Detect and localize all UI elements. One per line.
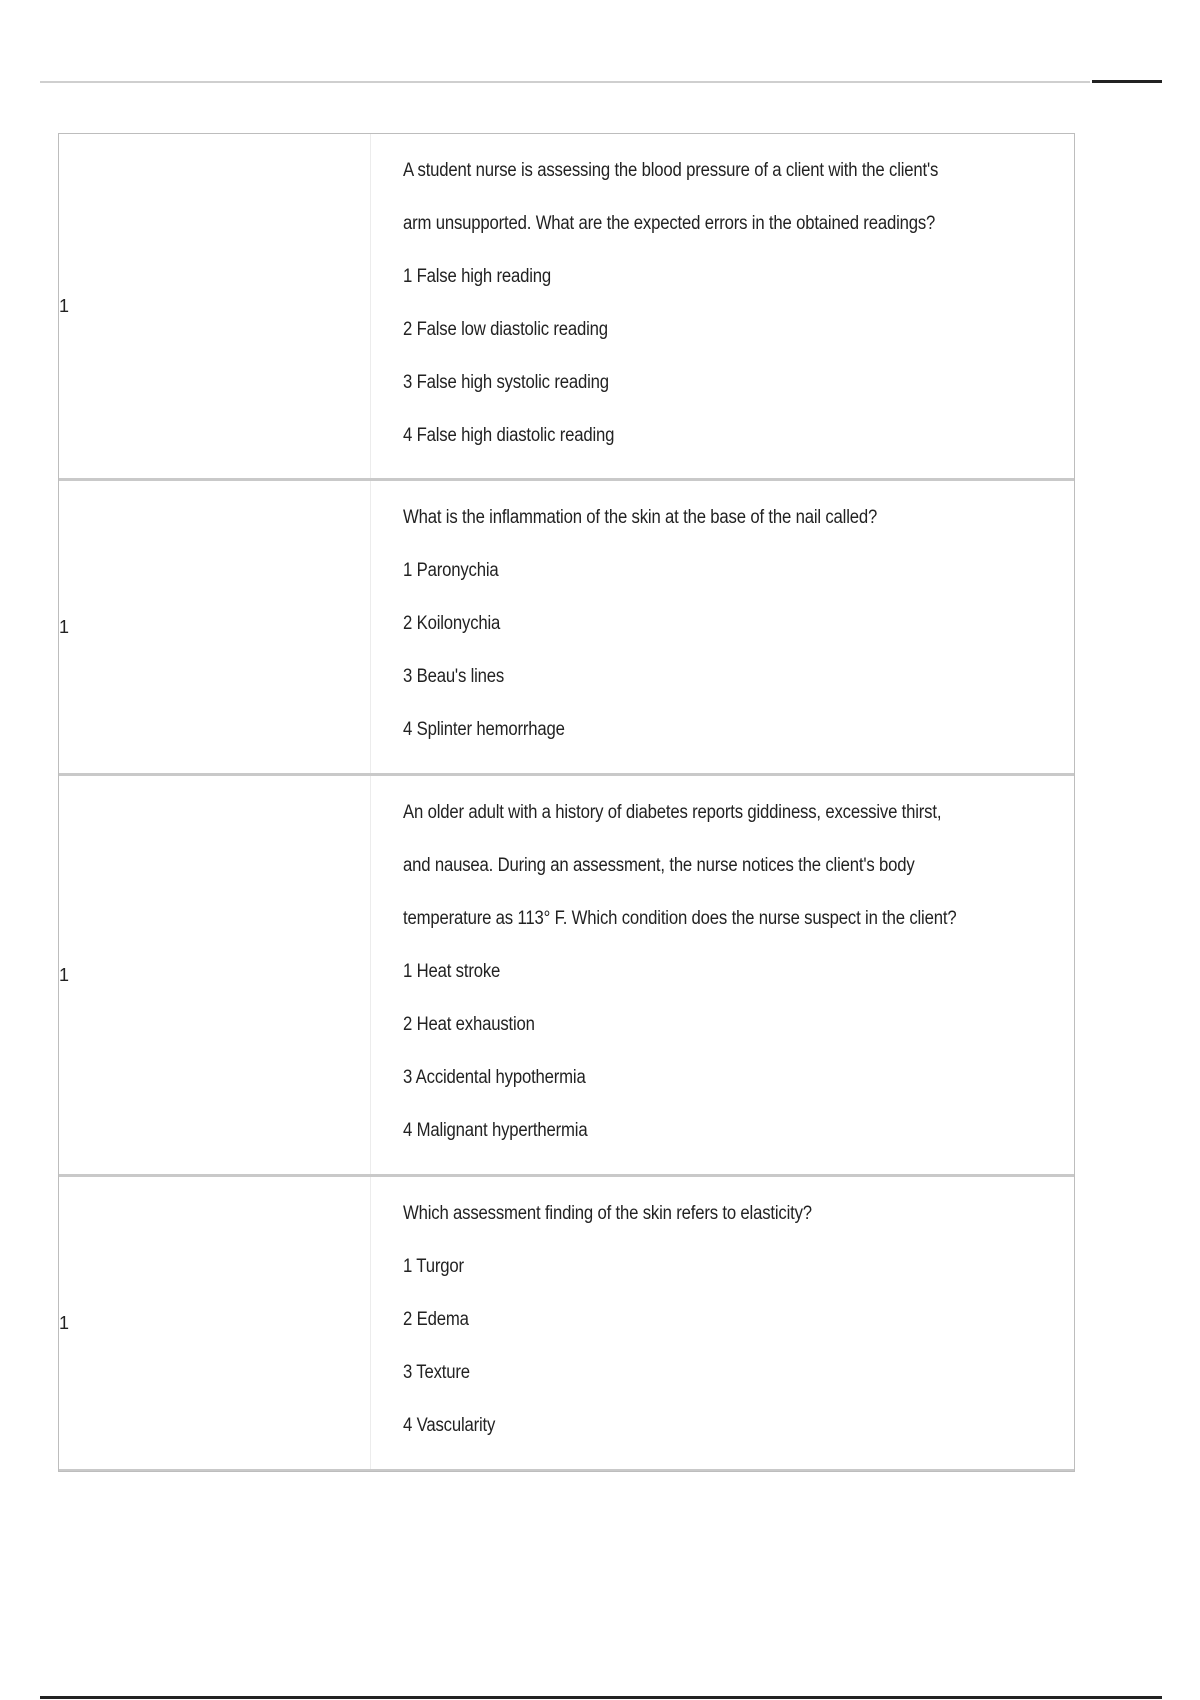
question-number-cell bbox=[59, 1177, 371, 1469]
question-table bbox=[58, 133, 1075, 1472]
question-row bbox=[59, 776, 1074, 1177]
question-number: 1 bbox=[59, 296, 70, 316]
question-number-cell bbox=[59, 776, 371, 1174]
question-stem-line: and nausea. During an assessment, the nurse notices the client's body bbox=[403, 855, 915, 876]
top-divider-accent bbox=[1092, 80, 1162, 83]
answer-option: 1 False high reading bbox=[403, 266, 551, 287]
question-number-cell bbox=[59, 134, 371, 478]
question-content-cell bbox=[371, 481, 1074, 773]
bottom-divider bbox=[40, 1696, 1162, 1699]
answer-option: 4 False high diastolic reading bbox=[403, 425, 615, 446]
question-stem-line: A student nurse is assessing the blood pressure of a client with the client's bbox=[403, 160, 939, 181]
question-number: 1 bbox=[59, 1313, 70, 1333]
question-row bbox=[59, 1177, 1074, 1471]
answer-option: 1 Turgor bbox=[403, 1256, 464, 1277]
answer-option: 3 Accidental hypothermia bbox=[403, 1067, 586, 1088]
answer-option: 3 Beau's lines bbox=[403, 666, 505, 687]
question-stem-line: temperature as 113° F. Which condition does the nurse suspect in the client? bbox=[403, 908, 957, 929]
top-divider bbox=[40, 81, 1090, 83]
question-content-cell bbox=[371, 134, 1074, 478]
question-stem-line: arm unsupported. What are the expected errors in the obtained readings? bbox=[403, 213, 936, 234]
question-number: 1 bbox=[59, 617, 70, 637]
answer-option: 2 Heat exhaustion bbox=[403, 1014, 535, 1035]
question-content-cell bbox=[371, 776, 1074, 1174]
answer-option: 1 Paronychia bbox=[403, 560, 499, 581]
answer-option: 4 Vascularity bbox=[403, 1415, 496, 1436]
answer-option: 2 Edema bbox=[403, 1309, 469, 1330]
answer-option: 3 Texture bbox=[403, 1362, 470, 1383]
question-content-cell bbox=[371, 1177, 1074, 1469]
question-row bbox=[59, 134, 1074, 481]
answer-option: 1 Heat stroke bbox=[403, 961, 501, 982]
question-stem-line: Which assessment finding of the skin refers to elasticity? bbox=[403, 1203, 812, 1224]
answer-option: 4 Splinter hemorrhage bbox=[403, 719, 565, 740]
answer-option: 3 False high systolic reading bbox=[403, 372, 609, 393]
answer-option: 2 Koilonychia bbox=[403, 613, 501, 634]
answer-option: 4 Malignant hyperthermia bbox=[403, 1120, 588, 1141]
question-stem-line: What is the inflammation of the skin at the base of the nail called? bbox=[403, 507, 878, 528]
question-number: 1 bbox=[59, 965, 70, 985]
question-row bbox=[59, 481, 1074, 776]
answer-option: 2 False low diastolic reading bbox=[403, 319, 608, 340]
question-number-cell bbox=[59, 481, 371, 773]
question-stem-line: An older adult with a history of diabetes reports giddiness, excessive thirst, bbox=[403, 802, 942, 823]
